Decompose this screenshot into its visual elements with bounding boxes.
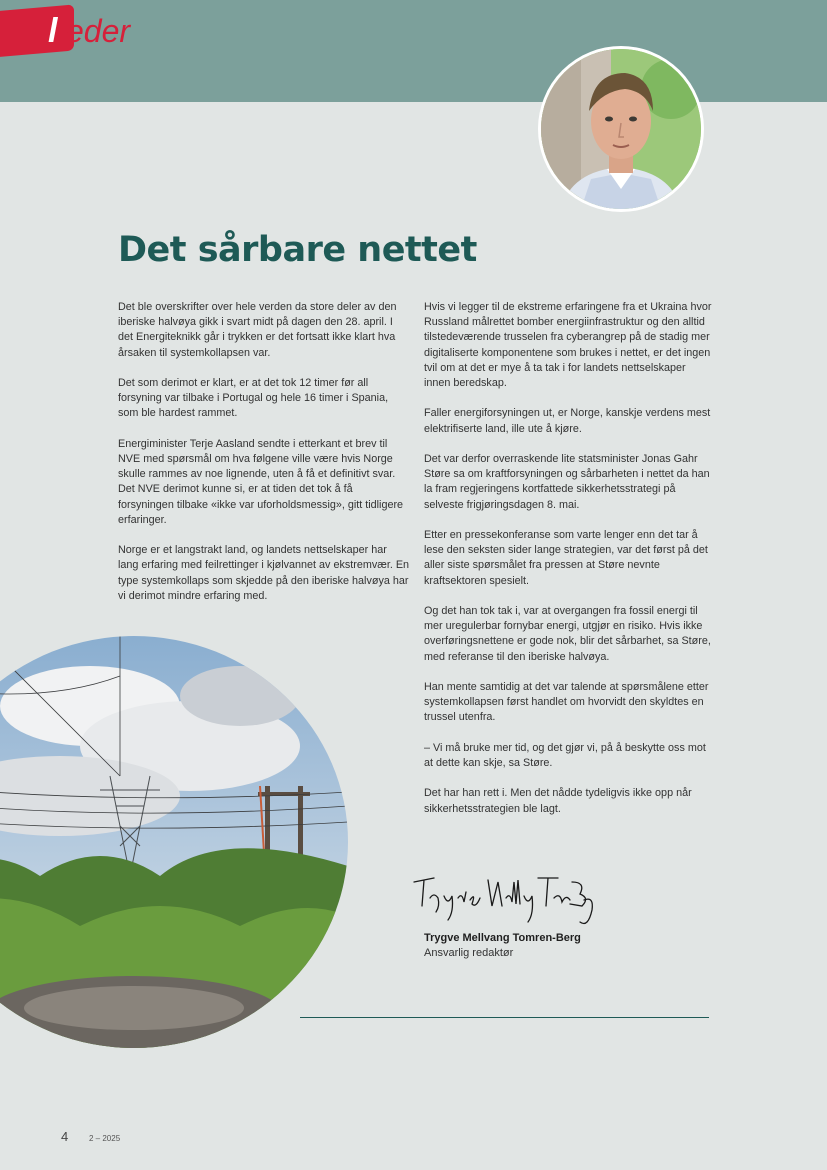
text-column-left bbox=[118, 300, 410, 619]
author-name: Trygve Mellvang Tomren-Berg bbox=[424, 932, 581, 944]
paragraph: Faller energiforsyningen ut, er Norge, kanskje verdens mest elektrifiserte land, ille ute å kjøre. bbox=[424, 407, 711, 435]
paragraph: Energiminister Terje Aasland sendte i etterkant et brev til NVE med spørsmål om hva følgene ville være hvis Norge skulle rammes av noe lignende, uten å få et definitivt svar. Det NVE derimot kunne si, er at tiden det tok å få forsyningen tilbake «ikke var uforholdsmessig», gitt tidligere erfaringer. bbox=[118, 437, 404, 526]
handwritten-signature bbox=[410, 872, 596, 930]
paragraph: Det har han rett i. Men det nådde tydeligvis ikke opp når sikkerhetsstrategien ble lagt. bbox=[424, 787, 692, 815]
paragraph: Det var derfor overraskende lite statsminister Jonas Gahr Støre sa om kraftforsyningen og sårbarheten i nettet da han la fram regjeringens kortfattede sikkerhetsstrategi på selveste frigjøringsdagen 8. mai. bbox=[424, 453, 710, 511]
section-tab bbox=[0, 4, 74, 57]
paragraph: Det ble overskrifter over hele verden da store deler av den iberiske halvøya gikk i svart midt på dagen den 28. april. I det Energiteknikk går i trykken er det fortsatt ikke klart hva årsaken til systemkollapsen var. bbox=[118, 301, 397, 359]
paragraph: – Vi må bruke mer tid, og det gjør vi, på å beskytte oss mot at dette kan skje, sa Støre. bbox=[424, 741, 706, 769]
divider bbox=[300, 1017, 709, 1018]
section-label: eder bbox=[66, 13, 131, 49]
text-column-right bbox=[424, 300, 714, 832]
portrait-illustration bbox=[541, 49, 701, 209]
power-line-photo bbox=[0, 636, 348, 1048]
author-title: Ansvarlig redaktør bbox=[424, 947, 514, 959]
section-label-initial: l bbox=[48, 12, 58, 50]
paragraph: Etter en pressekonferanse som varte lenger enn det tar å lese den seksten sider lange strategien, var det først på det aller siste spørsmålet fra pressen at Støre nevnte kraftsektoren spesielt. bbox=[424, 529, 708, 587]
paragraph: Norge er et langstrakt land, og landets nettselskaper har lang erfaring med feilrettinger i kjølvannet av ekstremvær. En type systemkollaps som skjedde på den iberiske halvøya har vi derimot mindre erfaring med. bbox=[118, 544, 410, 602]
editor-portrait bbox=[538, 46, 704, 212]
page-number: 4 bbox=[61, 1129, 69, 1144]
signature bbox=[410, 872, 596, 930]
power-line-illustration bbox=[0, 636, 348, 1048]
paragraph: Det som derimot er klart, er at det tok 12 timer før all forsyning var tilbake i Portugal og hele 16 timer i Spania, som ble hardest rammet. bbox=[118, 377, 389, 420]
paragraph: Og det han tok tak i, var at overgangen fra fossil energi til mer uregulerbar fornybar energi, utgjør en risiko. Hvis ikke overføringsnettene er gode nok, blir det sårbarhet, sa Støre, med referanse til den iberiske halvøya. bbox=[424, 605, 711, 663]
article-headline: Det sårbare nettet bbox=[118, 230, 477, 270]
paragraph: Han mente samtidig at det var talende at spørsmålene etter systemkollapsen først handlet om hvorvidt den skyldtes en trussel utenfra. bbox=[424, 681, 709, 724]
issue-label: 2 – 2025 bbox=[89, 1134, 121, 1143]
paragraph: Hvis vi legger til de ekstreme erfaringene fra et Ukraina hvor Russland målrettet bomber energiinfrastruktur og den alltid tilstedeværende trusselen fra cyberangrep på de stadig mer digitaliserte komponentene som brukes i nettet, er det ingen tvil om at det er mye å ta tak i for landets nettselskaper innen beredskap. bbox=[424, 301, 712, 390]
